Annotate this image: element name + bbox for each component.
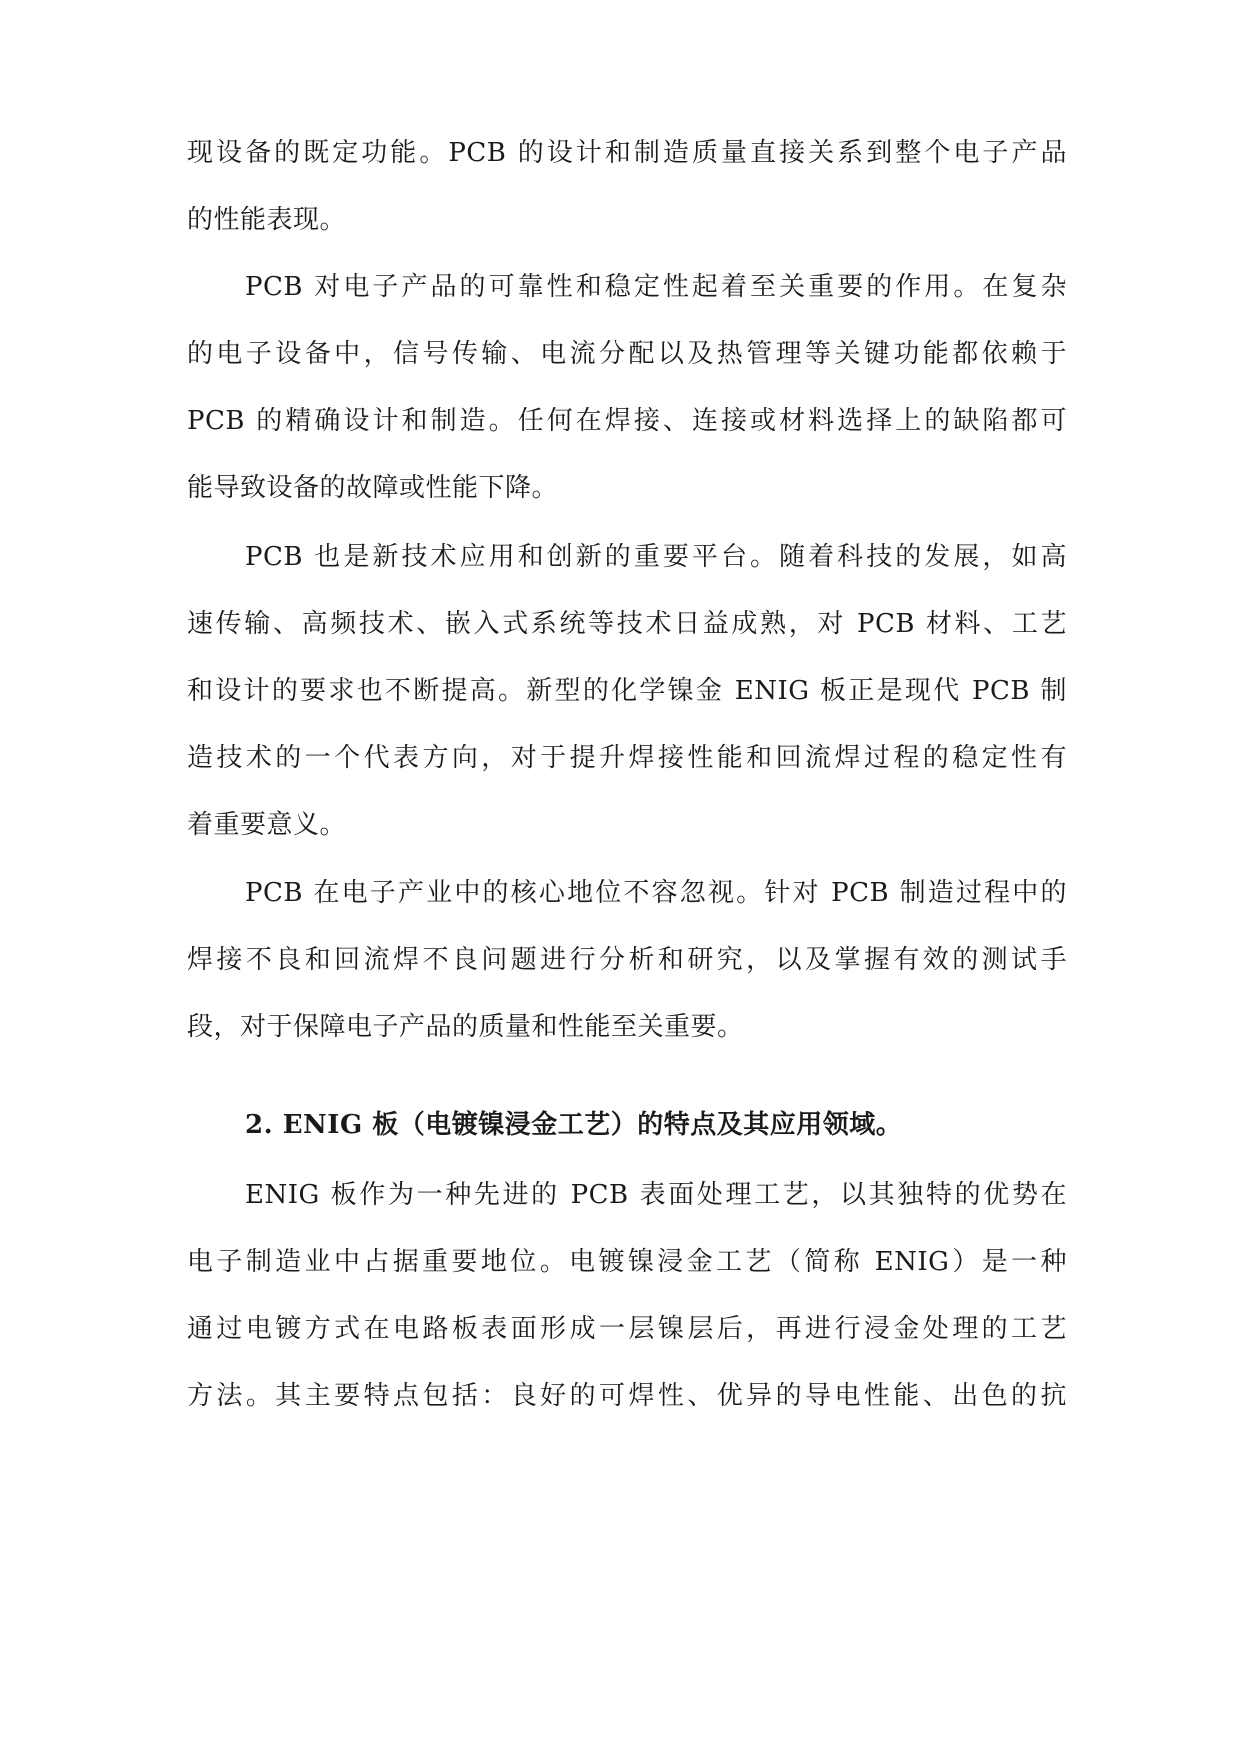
- paragraph-line: 能导致设备的故障或性能下降。: [187, 473, 559, 503]
- paragraph-line: 方法。其主要特点包括：良好的可焊性、优异的导电性能、出色的抗: [187, 1381, 1067, 1411]
- paragraph-line: 段，对于保障电子产品的质量和性能至关重要。: [187, 1012, 744, 1042]
- paragraph-line: 的性能表现。: [187, 205, 347, 235]
- paragraph-line: ENIG 板作为一种先进的 PCB 表面处理工艺，以其独特的优势在: [245, 1180, 1067, 1210]
- paragraph-line: 现设备的既定功能。PCB 的设计和制造质量直接关系到整个电子产品: [187, 138, 1067, 168]
- paragraph-line: PCB 在电子产业中的核心地位不容忽视。针对 PCB 制造过程中的: [245, 878, 1067, 908]
- paragraph-line: PCB 的精确设计和制造。任何在焊接、连接或材料选择上的缺陷都可: [187, 406, 1067, 436]
- paragraph-line: PCB 也是新技术应用和创新的重要平台。随着科技的发展，如高: [245, 542, 1067, 572]
- paragraph-line: 的电子设备中，信号传输、电流分配以及热管理等关键功能都依赖于: [187, 339, 1067, 369]
- paragraph-line: 造技术的一个代表方向，对于提升焊接性能和回流焊过程的稳定性有: [187, 743, 1067, 773]
- paragraph-line: 通过电镀方式在电路板表面形成一层镍层后，再进行浸金处理的工艺: [187, 1314, 1067, 1344]
- paragraph-line: PCB 对电子产品的可靠性和稳定性起着至关重要的作用。在复杂: [245, 272, 1067, 302]
- paragraph-line: 焊接不良和回流焊不良问题进行分析和研究，以及掌握有效的测试手: [187, 945, 1067, 975]
- section-heading: 2. ENIG 板（电镀镍浸金工艺）的特点及其应用领域。: [245, 1110, 903, 1140]
- paragraph-line: 和设计的要求也不断提高。新型的化学镍金 ENIG 板正是现代 PCB 制: [187, 676, 1067, 706]
- paragraph-line: 速传输、高频技术、嵌入式系统等技术日益成熟，对 PCB 材料、工艺: [187, 609, 1067, 639]
- paragraph-line: 电子制造业中占据重要地位。电镀镍浸金工艺（简称 ENIG）是一种: [187, 1247, 1067, 1277]
- paragraph-line: 着重要意义。: [187, 810, 347, 840]
